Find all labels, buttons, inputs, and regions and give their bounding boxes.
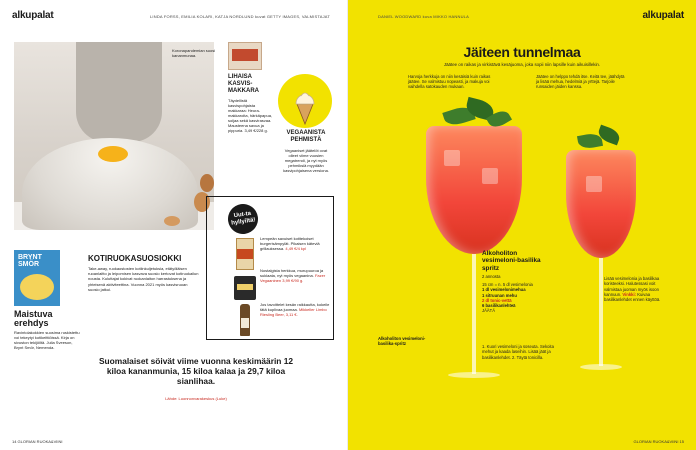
cocktail-glass-small (566, 150, 636, 258)
photo-credits: LINDA FORSS, EMILIA KOLARI, KATJA NORDLUND kuvat GETTY IMAGES, VALMISTAJAT (150, 14, 331, 19)
sausage-package-image (228, 42, 262, 70)
egg-yolk (98, 146, 128, 162)
product-text-1 (260, 236, 330, 251)
recipe-steps: 1. Kuori vesimeloni ja soseuta. Sekoita mehut ja kaada laseihin. Lisää jäät ja basilikanlehdet. 2. Täytä tonicilla. (482, 344, 554, 360)
arm-shape (76, 42, 162, 142)
ingredient: 1 sitruunan mehu (482, 292, 517, 298)
trend-text: Take-away, ruokaostosten kotiinkuljetuksia, etätyöläisen ruoanlaitto ja leipomisen kasvava suosio kertovat kotiruokailun nousta. Kuluttajat kokivat ruokanlaiton harrastuksena ja yhteisenä aktiviteettina. Vuonna 2021 myös kasvisruoan suosio jatkui. (88, 266, 199, 292)
vegan-heading: VEGAANISTA PEHMISTÄ (286, 130, 326, 143)
product-price: Mikkeller Limbo Riesling Beer, 3,11 €. (260, 307, 327, 317)
tip-box (604, 276, 674, 302)
section-brand: alkupalat (12, 10, 54, 21)
photo-credits: DANIEL WOODWARD kuva MIKKO HANNULA (378, 14, 469, 19)
tip-label: Vinkki: (622, 291, 637, 297)
pull-quote-source: Lähde: Luonnonvarakeskus (Luke) (165, 396, 227, 401)
book-cover-title: BRYNT SMÖR (18, 254, 42, 268)
eggshell (164, 216, 180, 226)
article-column-2: Jäätee on helppo tehdä itse. Keitä tee, jäähdytä ja lisää mehua, hedelmiä ja yrttejä. Tarjoile runsaiden jäiden kanssa. (536, 74, 625, 90)
sausage-text: Täydellistä kasvispohjaista makkaraa: Heura-makkaroita, härkäpapua, soijaa sekä kasvirasvaa. Mausteena savua ja pippuria. 3,49 €/228 g. (228, 98, 273, 133)
sausage-heading: LIHAISA KASVIS-MAKKARA (228, 74, 259, 94)
product-price: 4,49 €/4 kpl (285, 246, 307, 251)
product-price: Fazer Vegaaninen 3,99 €/90 g. (260, 273, 326, 283)
article-title: Jäiteen tunnelmaa (463, 44, 581, 60)
article-lead: Jäätee on raikas ja virkistävä kesäjuoma, joka sopii niin lapsille kuin aikuisillekin. (443, 62, 601, 67)
egg-whisking-photo (14, 42, 214, 230)
ingredient: 2 dl tonic-vettä (482, 297, 512, 303)
beer-bottle (240, 304, 250, 336)
eggshell (200, 174, 214, 192)
cocktail-glass-large (426, 126, 522, 254)
product-desc: Lempeän savuiset kotitekoiset burgerisämpylät. Pikaisen käteviä grillauksessa. (260, 236, 320, 251)
page-folio-right: GLORIAN RUOKA&VIINI 15 (633, 439, 684, 444)
book-heading: Maistuva erehdys (14, 309, 53, 328)
book-text: Ravintolakokkien suosima ruskistettu voi tekeytyi kotikeittiöissä. Kirja on sivuston tekijöiltä. Julia Sveeson, Brynt Smör, Nemenda. (14, 330, 80, 350)
ice-cube (586, 176, 602, 192)
product-text-3 (260, 302, 330, 317)
pull-quote: Suomalaiset söivät viime vuonna keskimäärin 12 kiloa kananmunia, 15 kiloa kalaa ja 29,7 kiloa sianlihaa. (98, 356, 294, 386)
trend-heading: KOTIRUOKASUOSIOKKI (88, 254, 182, 263)
recipe-serves: 2 annosta (482, 274, 501, 279)
glass-stem (599, 258, 603, 366)
tip-extra: Kuivaa basilikanlehdet ennen käyttöä. (604, 291, 661, 303)
ingredient: 1 dl vesimelonimehua (482, 287, 526, 293)
glass-foot (448, 372, 500, 378)
tip-text: Lisää vesimelonia ja basilikaa koristeeksi. Halutessasi voit valmistaa juoman myös isoon kannuun. (604, 276, 660, 297)
plate-shape (20, 274, 54, 300)
glass-foot (580, 364, 622, 370)
ingredient: 6 basilikanlehteä (482, 303, 516, 309)
page-folio-left: 14 GLORIAN RUOKA&VIINI (12, 439, 63, 444)
ice-cube (482, 168, 498, 184)
ingredient: 15 cm = n. 5 dl vesimelonia (482, 282, 533, 287)
ingredient: JÄÄTÄ (482, 308, 496, 314)
glass-stem (472, 254, 476, 374)
chocolate-package (234, 276, 256, 300)
right-page (348, 0, 696, 450)
ingredient-list (482, 282, 558, 314)
article-column-1: Harvoja herkkuja on niin kesäisiä kuin raikas jäätee. Se valmistuu nopeasti, ja makuja voi vaihdella satokauden mukaan. (408, 74, 491, 90)
vegan-text: Vegaaniset jäätelöt ovat olleet viime vuosien megatrendi, ja nyt myös pehmiksiä myydään kasvipohjaisena versiona. (283, 148, 329, 173)
recipe-title: Alkoholiton vesimeloni-basilika spritz (482, 250, 541, 272)
ice-cube (444, 150, 460, 166)
product-desc: Nostalgista herkkua, murupuuroa ja suklaata, nyt myös vegaanina. (260, 268, 324, 278)
product-text-2 (260, 268, 330, 283)
product-desc: Jos tavoittelet kesän raikkautta, kokeile tätä kuplivaa juomaa. (260, 302, 330, 312)
ice-cream-icon (293, 90, 317, 126)
photo-caption: Alkoholiton vesimeloni-basilika-spritz (378, 336, 426, 346)
book-cover-image (14, 250, 60, 306)
burger-bun-package (236, 238, 254, 270)
section-brand: alkupalat (642, 10, 684, 21)
new-products-badge: Uut-ta hyllyiltä! (226, 202, 260, 236)
egg-caption: Koronapandemian suosi kananmunaa. (172, 48, 216, 58)
